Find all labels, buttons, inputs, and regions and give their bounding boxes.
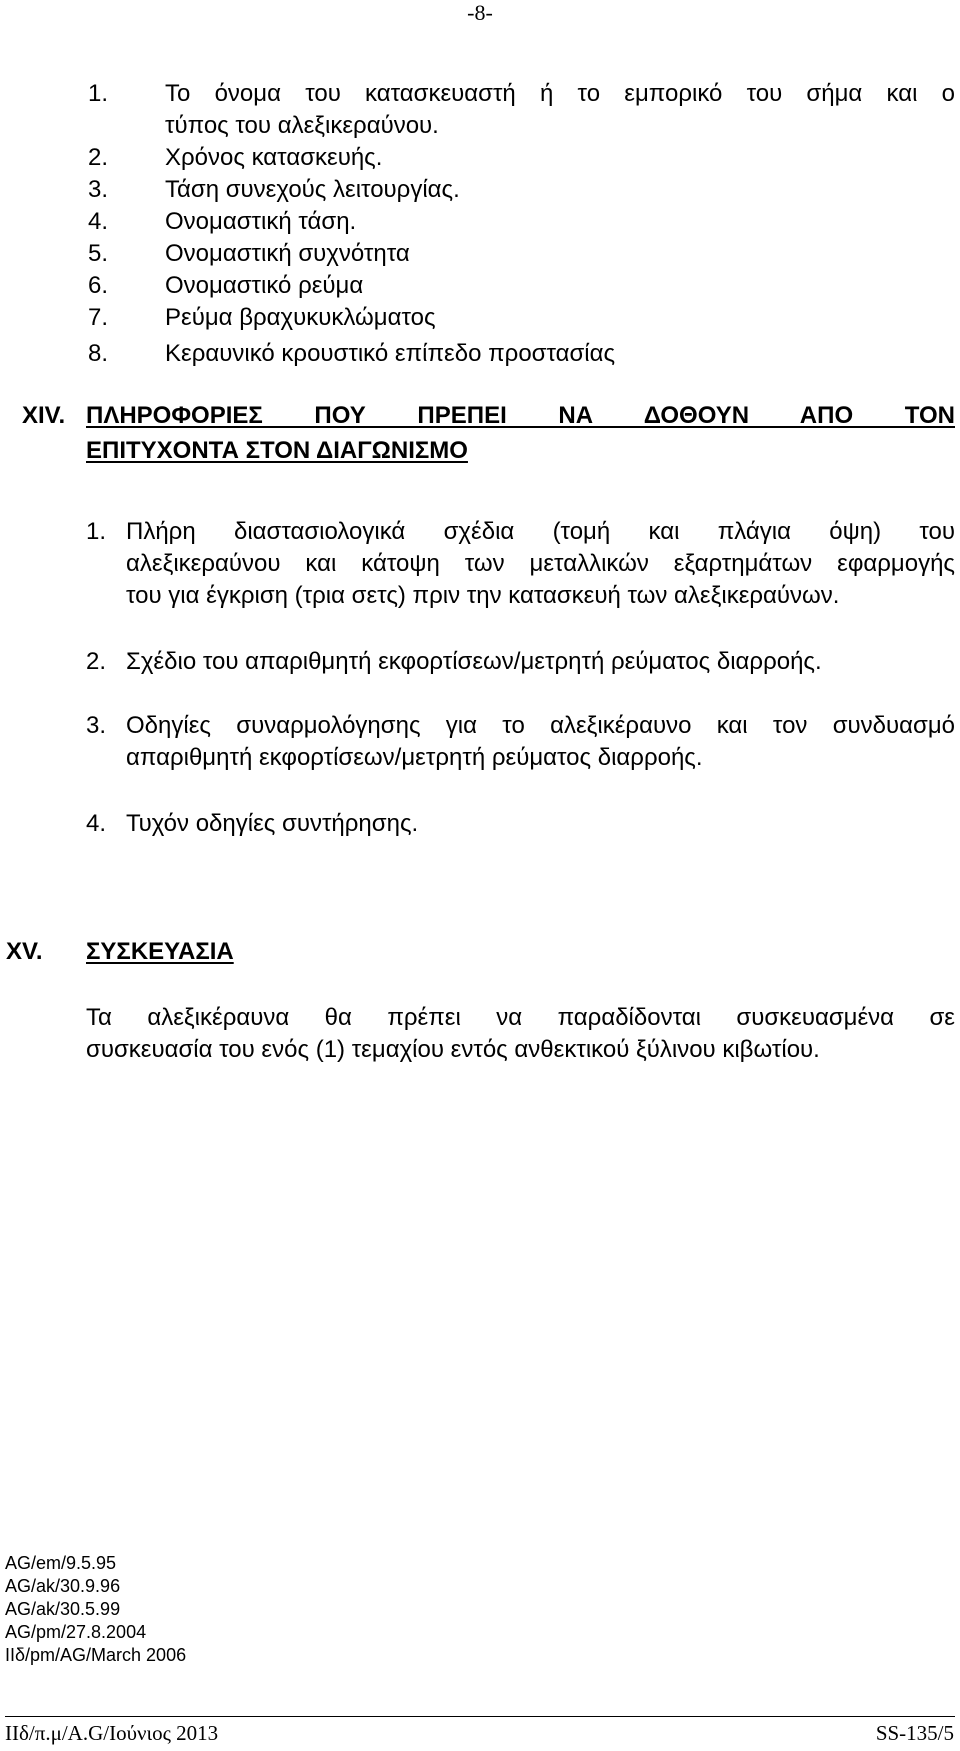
list-item-number: 6. xyxy=(88,272,109,299)
revision-code: AG/ak/30.9.96 xyxy=(5,1576,121,1596)
revision-code: AG/ak/30.5.99 xyxy=(5,1599,121,1619)
section-number: XV. xyxy=(6,938,43,965)
list-item-number: 1. xyxy=(86,518,107,545)
list-item-number: 2. xyxy=(86,648,107,675)
paragraph-line: Τα αλεξικέραυνα θα πρέπει να παραδίδονται συσκευασμένα σε xyxy=(86,1004,955,1031)
section-number: XIV. xyxy=(22,402,66,429)
revision-codes xyxy=(5,1552,186,1667)
list-item-number: 4. xyxy=(88,208,109,235)
list-item-text: Κεραυνικό κρουστικό επίπεδο προστασίας xyxy=(165,340,616,367)
list-item-text: απαριθμητή εκφορτίσεων/μετρητή ρεύματος διαρροής. xyxy=(126,744,703,771)
list-item-text: Ονομαστική συχνότητα xyxy=(165,240,410,267)
list-item-number: 5. xyxy=(88,240,109,267)
list-item-number: 3. xyxy=(86,712,107,739)
list-item-text: τύπος του αλεξικεραύνου. xyxy=(165,112,439,139)
list-item-text: Ρεύμα βραχυκυκλώματος xyxy=(165,304,436,331)
list-item-text: Τάση συνεχούς λειτουργίας. xyxy=(165,176,460,203)
list-item-text: Σχέδιο του απαριθμητή εκφορτίσεων/μετρητή ρεύματος διαρροής. xyxy=(126,648,822,675)
list-item-text: Τυχόν οδηγίες συντήρησης. xyxy=(126,810,419,837)
list-item-text: Πλήρη διαστασιολογικά σχέδια (τομή και πλάγια όψη) του xyxy=(126,518,955,545)
footer-reference: ΙΙδ/π.μ/A.G/Ιούνιος 2013 xyxy=(5,1721,219,1745)
list-item-text: Το όνομα του κατασκευαστή ή το εμπορικό του σήμα και ο xyxy=(165,80,955,107)
list-item-text: του για έγκριση (τρια σετς) πριν την κατασκευή των αλεξικεραύνων. xyxy=(126,582,840,609)
list-item-text: αλεξικεραύνου και κάτοψη των μεταλλικών εξαρτημάτων εφαρμογής xyxy=(126,550,955,577)
list-item-number: 4. xyxy=(86,810,107,837)
list-item-text: Ονομαστική τάση. xyxy=(165,208,357,235)
revision-code: AG/em/9.5.95 xyxy=(5,1553,117,1573)
revision-code: AG/pm/27.8.2004 xyxy=(5,1622,147,1642)
footer-divider xyxy=(5,1716,955,1717)
list-item-text: Οδηγίες συναρμολόγησης για το αλεξικέραυνο και τον συνδυασμό xyxy=(126,712,955,739)
section-title: ΕΠΙΤΥΧΟΝΤΑ ΣΤΟΝ ΔΙΑΓΩΝΙΣΜΟ xyxy=(86,437,468,464)
footer-document-code: SS-135/5 xyxy=(875,1721,954,1745)
page-number: -8- xyxy=(467,0,493,25)
list-item-number: 3. xyxy=(88,176,109,203)
list-item-text: Ονομαστικό ρεύμα xyxy=(165,272,364,299)
list-item-number: 1. xyxy=(88,80,109,107)
list-item-number: 7. xyxy=(88,304,109,331)
list-item-number: 2. xyxy=(88,144,109,171)
section-title: ΠΛΗΡΟΦΟΡΙΕΣ ΠΟΥ ΠΡΕΠΕΙ ΝΑ ΔΟΘΟΥΝ ΑΠΟ ΤΟΝ xyxy=(86,402,955,429)
paragraph-line: συσκευασία του ενός (1) τεμαχίου εντός ανθεκτικού ξύλινου κιβωτίου. xyxy=(86,1036,820,1063)
list-item-text: Χρόνος κατασκευής. xyxy=(165,144,383,171)
list-item-number: 8. xyxy=(88,340,109,367)
section-title: ΣΥΣΚΕΥΑΣΙΑ xyxy=(86,938,234,965)
revision-code: IIδ/pm/AG/March 2006 xyxy=(5,1645,187,1665)
